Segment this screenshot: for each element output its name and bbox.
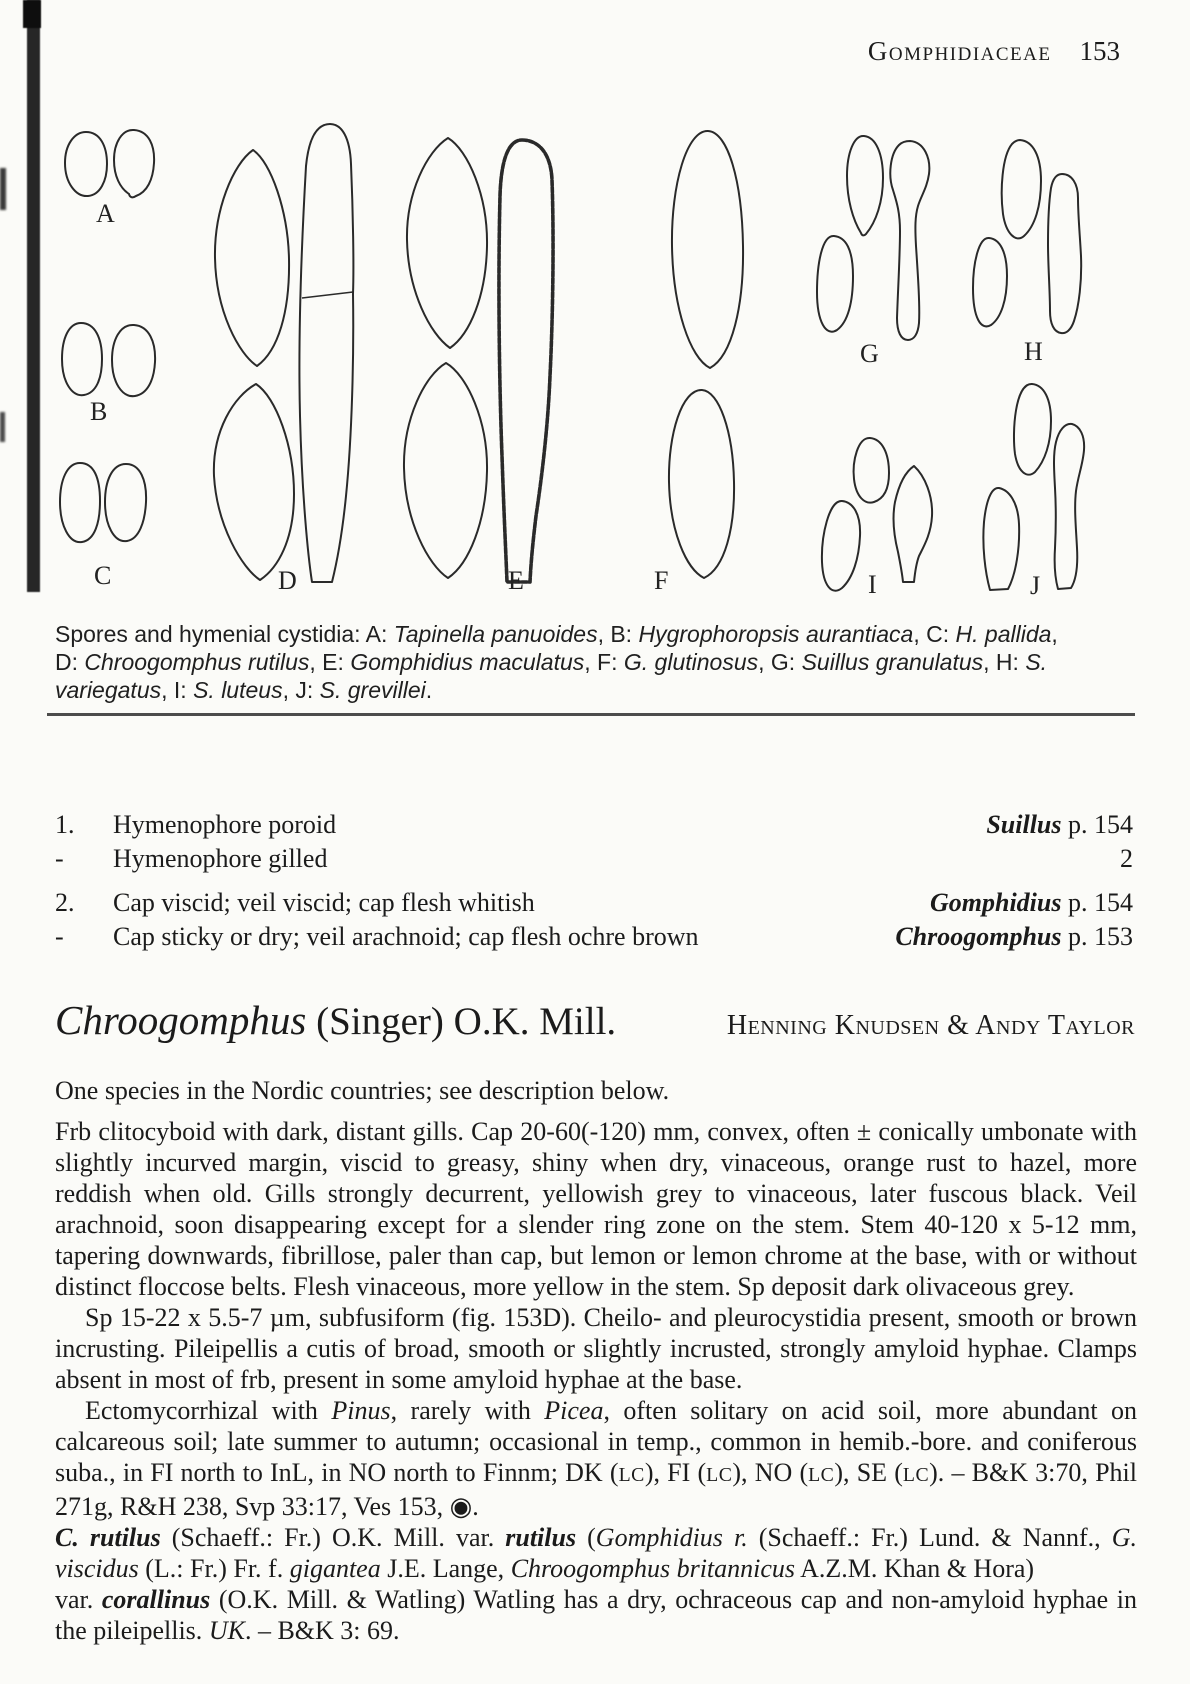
key-row	[55, 808, 1133, 842]
key-couplet-number: 2.	[55, 888, 75, 917]
figure-group-b	[62, 323, 155, 426]
figure-label-c: C	[94, 561, 112, 590]
figure-group-j	[983, 384, 1084, 598]
key-row	[55, 886, 1133, 920]
genus-name: Chroogomphus	[55, 997, 307, 1043]
figure-label-e: E	[508, 566, 524, 595]
key-row	[55, 920, 1133, 954]
cystidium-outline	[499, 140, 553, 582]
spore-outline	[114, 130, 154, 197]
spore-outline	[65, 132, 107, 196]
spore-outline	[854, 438, 889, 503]
key-couplet-text: Hymenophore gilled	[113, 844, 328, 873]
scan-artifact-bar-top	[23, 0, 41, 28]
key-couplet-target: Gomphidius p. 154	[930, 888, 1133, 917]
cystidium-outline	[894, 466, 933, 582]
scan-artifact-smudge	[0, 168, 6, 210]
spore-outline	[407, 138, 487, 348]
genus-description	[55, 1116, 1137, 1646]
figure-group-e	[404, 138, 553, 595]
spore-outline	[847, 136, 883, 235]
figure-label-b: B	[90, 397, 108, 426]
key-couplet-text: Cap sticky or dry; veil arachnoid; cap flesh ochre brown	[113, 922, 699, 951]
key-couplet-text: Cap viscid; veil viscid; cap flesh whitish	[113, 888, 535, 917]
spore-outline	[404, 363, 487, 578]
spore-outline	[112, 325, 155, 396]
spore-figure	[50, 116, 1095, 598]
figure-label-f: F	[654, 566, 669, 595]
cystidium-outline	[890, 141, 929, 340]
figure-label-d: D	[278, 566, 297, 595]
page-number: 153	[1079, 36, 1120, 66]
spore-outline	[822, 501, 860, 591]
key-couplet-target: Chroogomphus p. 153	[895, 922, 1133, 951]
spore-outline	[672, 131, 743, 368]
figure-group-d	[214, 124, 354, 595]
family-name: Gomphidiaceae	[867, 36, 1052, 66]
figure-label-a: A	[96, 199, 115, 228]
figure-label-g: G	[860, 339, 879, 368]
spore-outline	[983, 488, 1019, 590]
genus-authors: Henning Knudsen & Andy Taylor	[726, 1010, 1135, 1041]
figure-group-g	[817, 136, 929, 368]
cystidium-outline	[299, 124, 353, 582]
figure-group-c	[60, 463, 146, 590]
scan-artifact-bar	[27, 0, 40, 592]
cystidium-band	[302, 292, 353, 298]
running-header	[868, 36, 1120, 67]
key-couplet-number: -	[55, 922, 64, 951]
figure-group-a	[65, 130, 154, 228]
spore-outline	[669, 390, 734, 578]
identification-key	[55, 808, 1133, 954]
figure-caption: Spores and hymenial cystidia: A: Tapinella panuoides, B: Hygrophoropsis aurantiaca, C: H. pallida, D: Chroogomphus rutilus, E: Gomphidius maculatus, F: G. glutinosus, G: Suillus granulatus, H: S. variegatus, I: S. luteus, J: S. grevillei.	[55, 621, 1058, 703]
scan-artifact-smudge	[0, 412, 5, 442]
spore-outline	[817, 236, 853, 332]
key-couplet-target: 2	[1120, 844, 1133, 873]
genus-authority: (Singer) O.K. Mill.	[306, 1000, 617, 1043]
spore-outline	[1002, 140, 1041, 238]
genus-heading	[55, 996, 1135, 1044]
spore-outline	[1014, 384, 1051, 475]
intro-paragraph: One species in the Nordic countries; see description below.	[55, 1076, 670, 1105]
key-row	[55, 842, 1133, 876]
microscopy-paragraph: Sp 15-22 x 5.5-7 µm, subfusiform (fig. 153D). Cheilo- and pleurocystidia present, smooth or brown incrusting. Pileipellis a cutis of broad, smooth or slightly incrusted, strongly amyloid hyphae. Clamps absent in most of frb, present in some amyloid hyphae at the base.	[55, 1303, 1137, 1394]
key-couplet-number: 1.	[55, 810, 75, 839]
spore-outline	[60, 463, 100, 542]
cystidium-outline	[1048, 174, 1081, 333]
spore-outline	[62, 323, 102, 395]
figure-label-i: I	[868, 570, 877, 598]
spore-outline	[105, 464, 146, 541]
spore-outline	[215, 150, 289, 366]
key-couplet-target: Suillus p. 154	[986, 810, 1133, 839]
description-paragraph: Frb clitocyboid with dark, distant gills. Cap 20-60(-120) mm, convex, often ± conically umbonate with slightly incurved margin, viscid to greasy, shiny when dry, vinaceous, orange rust to hazel, more reddish when old. Gills strongly decurrent, yellowish grey to vinaceous, later fuscous black. Veil arachnoid, soon disappearing except for a slender ring zone on the stem. Stem 40-120 x 5-12 mm, tapering downwards, fibrillose, paler than cap, but lemon or lemon chrome at the base, with or without distinct floccose belts. Flesh vinaceous, more yellow in the stem. Sp deposit dark olivaceous grey.	[55, 1117, 1137, 1301]
divider-rule	[47, 713, 1135, 716]
spore-outline	[973, 238, 1007, 326]
figure-group-i	[822, 438, 932, 598]
key-couplet-text: Hymenophore poroid	[113, 810, 337, 839]
key-couplet-number: -	[55, 844, 64, 873]
cystidium-outline	[1054, 424, 1084, 589]
figure-group-f	[654, 131, 743, 595]
ecology-paragraph: Ectomycorrhizal with Pinus, rarely with Picea, often solitary on acid soil, more abundant on calcareous soil; late summer to autumn; occasional in temp., common in hemib.-bore. and coniferous suba., in FI north to InL, in NO north to Finnm; DK (LC), FI (LC), NO (LC), SE (LC). – B&K 3:70, Phil 271g, R&H 238, Svp 33:17, Ves 153, ◉.	[55, 1396, 1137, 1521]
nomenclature-paragraph: C. rutilus (Schaeff.: Fr.) O.K. Mill. var. rutilus (Gomphidius r. (Schaeff.: Fr.) Lund. & Nannf., G. viscidus (L.: Fr.) Fr. f. gigantea J.E. Lange, Chroogomphus britannicus A.Z.M. Khan & Hora) var. corallinus (O.K. Mill. & Watling) Watling has a dry, ochraceous cap and non-amyloid hyphae in the pileipellis. UK. – B&K 3: 69.	[55, 1523, 1138, 1645]
figure-label-h: H	[1024, 337, 1043, 366]
figure-label-j: J	[1030, 571, 1041, 598]
figure-group-h	[973, 140, 1081, 366]
spore-outline	[214, 384, 294, 580]
